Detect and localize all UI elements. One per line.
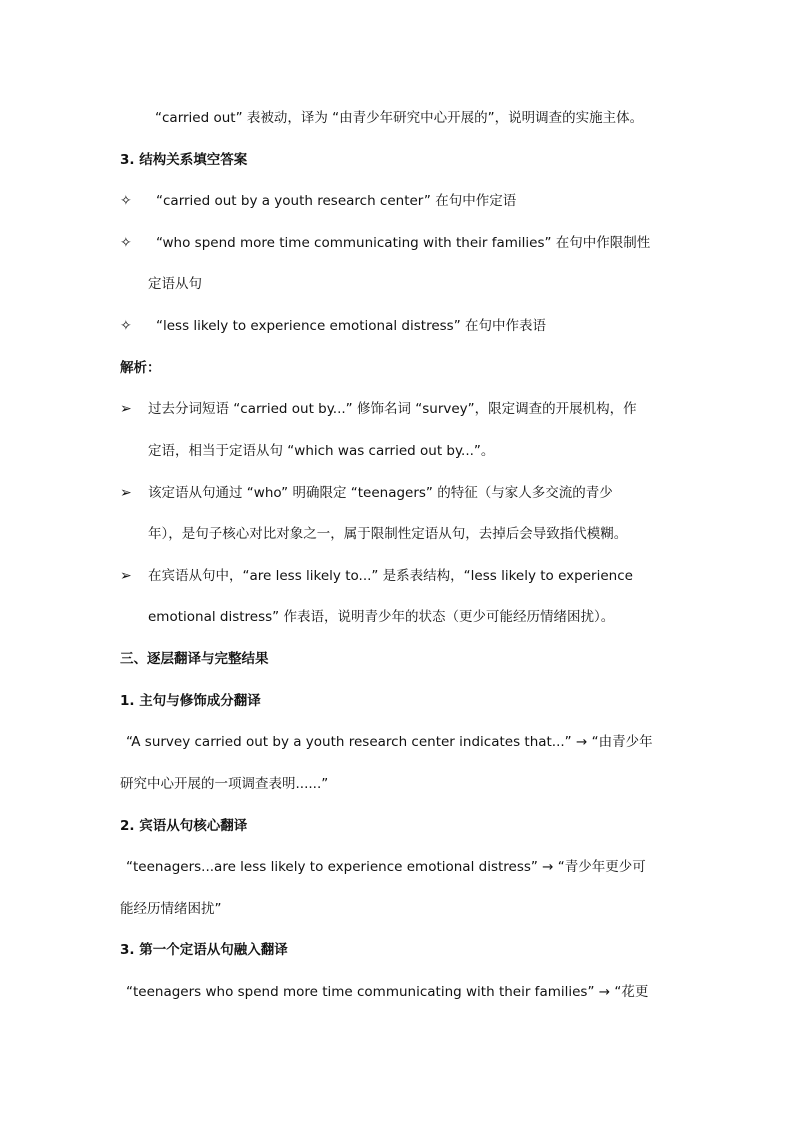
analysis-continuation: 年），是句子核心对比对象之一，属于限制性定语从句，去掉后会导致指代模糊。	[148, 526, 628, 542]
bullet-text: “less likely to experience emotional distress” 在句中作表语	[156, 318, 546, 334]
section-heading: 三、逐层翻译与完整结果	[120, 651, 269, 667]
analysis-text: 过去分词短语 “carried out by...” 修饰名词 “survey”，限定调查的开展机构，作	[148, 401, 637, 417]
paragraph-line: “carried out” 表被动，译为 “由青少年研究中心开展的”，说明调查的实施主体。	[155, 110, 644, 126]
translation-line: “teenagers...are less likely to experience emotional distress” → “青少年更少可	[126, 859, 646, 875]
bullet-continuation: 定语从句	[148, 276, 202, 292]
arrow-bullet-icon: ➢	[120, 568, 132, 584]
analysis-continuation: emotional distress” 作表语，说明青少年的状态（更少可能经历情绪困扰）。	[148, 609, 615, 625]
bullet-text: “who spend more time communicating with their families” 在句中作限制性	[156, 235, 651, 251]
arrow-bullet-icon: ➢	[120, 485, 132, 501]
analysis-text: 该定语从句通过 “who” 明确限定 “teenagers” 的特征（与家人多交流的青少	[148, 485, 613, 501]
bullet-text: “carried out by a youth research center” 在句中作定语	[156, 193, 517, 209]
analysis-item	[120, 566, 633, 586]
translation-line: “teenagers who spend more time communicating with their families” → “花更	[126, 984, 649, 1000]
analysis-continuation: 定语，相当于定语从句 “which was carried out by...”。	[148, 443, 495, 459]
section-heading: 3. 结构关系填空答案	[120, 152, 248, 168]
subsection-heading: 2. 宾语从句核心翻译	[120, 818, 248, 834]
subsection-heading: 3. 第一个定语从句融入翻译	[120, 942, 288, 958]
analysis-item	[120, 399, 637, 419]
section-heading: 解析：	[120, 360, 161, 376]
arrow-bullet-icon: ➢	[120, 401, 132, 417]
bullet-item	[120, 316, 546, 336]
bullet-item	[120, 191, 516, 211]
translation-line: 能经历情绪困扰”	[120, 901, 222, 917]
analysis-item	[120, 483, 613, 503]
diamond-bullet-icon: ✧	[120, 235, 132, 251]
translation-line: “A survey carried out by a youth research center indicates that...” → “由青少年	[126, 734, 653, 750]
diamond-bullet-icon: ✧	[120, 318, 132, 334]
bullet-item	[120, 233, 650, 253]
diamond-bullet-icon: ✧	[120, 193, 132, 209]
subsection-heading: 1. 主句与修饰成分翻译	[120, 693, 261, 709]
analysis-text: 在宾语从句中，“are less likely to...” 是系表结构，“less likely to experience	[148, 568, 633, 584]
translation-line: 研究中心开展的一项调查表明......”	[120, 776, 329, 792]
